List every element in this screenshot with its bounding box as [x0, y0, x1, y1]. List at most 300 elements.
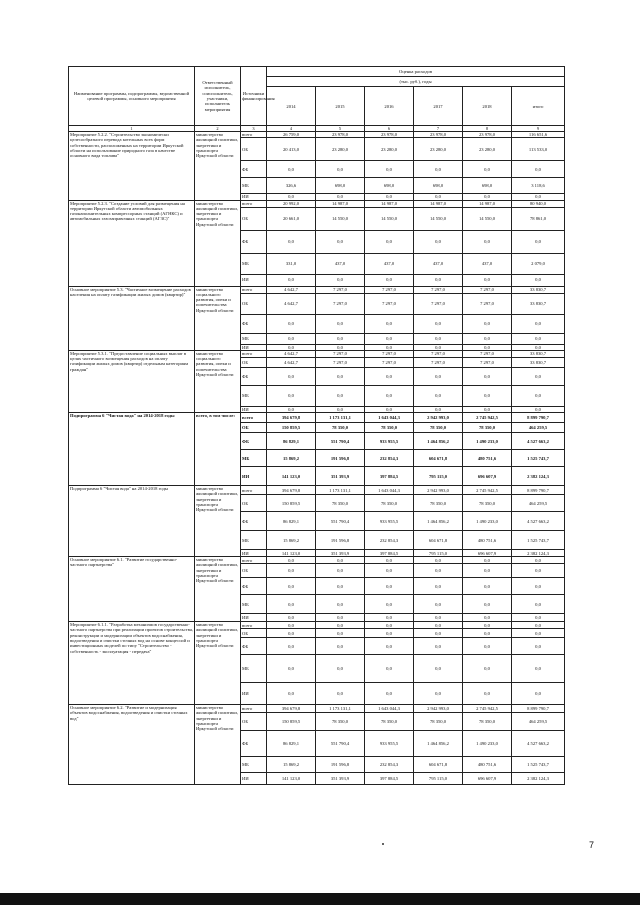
value-cell: 150 859,5	[267, 423, 316, 433]
value-cell: 0,0	[414, 406, 463, 412]
value-cell: 0,0	[365, 564, 414, 578]
value-cell: 0,0	[463, 314, 512, 333]
table-row	[69, 286, 565, 293]
funding-source-cell: МБ	[241, 253, 267, 274]
funding-source-cell: всего	[241, 705, 267, 713]
value-cell: 0,0	[463, 564, 512, 578]
value-cell: 0,0	[267, 314, 316, 333]
value-cell: 1 490 233,0	[463, 731, 512, 757]
document-sheet	[68, 66, 564, 785]
value-cell: 0,0	[414, 161, 463, 178]
value-cell: 78 350,0	[414, 423, 463, 433]
value-cell: 0,0	[267, 194, 316, 200]
value-cell: 1 173 131,1	[316, 705, 365, 713]
header-units: (тыс. руб.), годы	[267, 77, 565, 87]
value-cell: 7 297,0	[463, 293, 512, 314]
value-cell: 4 642,7	[267, 357, 316, 367]
table-row	[69, 486, 565, 495]
value-cell: 326,6	[267, 178, 316, 194]
executor-cell: министерство жилищной политики, энергетики и транспорта Иркутской области	[195, 557, 241, 622]
value-cell: 0,0	[414, 622, 463, 629]
value-cell: 0,0	[414, 557, 463, 564]
value-cell: 0,0	[463, 367, 512, 385]
value-cell: 933 955,5	[365, 512, 414, 531]
value-cell: 0,0	[414, 194, 463, 200]
value-cell: 0,0	[463, 629, 512, 638]
value-cell: 394 679,8	[267, 705, 316, 713]
value-cell: 141 123,0	[267, 550, 316, 557]
value-cell: 0,0	[365, 333, 414, 344]
value-cell: 933 955,5	[365, 731, 414, 757]
value-cell: 0,0	[365, 161, 414, 178]
value-cell: 437,0	[316, 253, 365, 274]
value-cell: 4 527 663,2	[512, 433, 565, 450]
value-cell: 437,0	[463, 253, 512, 274]
value-cell: 191 596,8	[316, 531, 365, 550]
table-row	[69, 350, 565, 357]
value-cell: 0,0	[512, 161, 565, 178]
value-cell: 0,0	[414, 614, 463, 622]
table-row	[69, 413, 565, 423]
value-cell: 78 350,0	[414, 713, 463, 731]
value-cell: 0,0	[365, 344, 414, 350]
value-cell: 8 899 790,7	[512, 413, 565, 423]
value-cell: 0,0	[267, 564, 316, 578]
value-cell: 0,0	[316, 595, 365, 614]
funding-source-cell: всего	[241, 413, 267, 423]
value-cell: 0,0	[267, 595, 316, 614]
value-cell: 14 987,0	[316, 200, 365, 207]
value-cell: 397 884,5	[365, 773, 414, 785]
value-cell: 0,0	[463, 638, 512, 655]
value-cell: 0,0	[365, 557, 414, 564]
scan-speck	[382, 843, 384, 845]
value-cell: 2 745 942,5	[463, 486, 512, 495]
funding-source-cell: МБ	[241, 333, 267, 344]
value-cell: 78 350,0	[316, 495, 365, 512]
value-cell: 7 297,0	[414, 293, 463, 314]
value-cell: 0,0	[463, 622, 512, 629]
program-name-cell: Основное мероприятие 5.3. "Частичное возмещение расходов населения на оплату газификации жилых домов (квартир)"	[69, 286, 195, 350]
value-cell: 604 671,8	[414, 450, 463, 467]
value-cell: 0,0	[512, 655, 565, 683]
program-name-cell: Подпрограмма 6 "Чистая вода" на 2014-2018 годы	[69, 486, 195, 557]
value-cell: 331,0	[267, 253, 316, 274]
value-cell: 604 671,8	[414, 531, 463, 550]
value-cell: 78 350,0	[316, 713, 365, 731]
funding-source-cell: МБ	[241, 595, 267, 614]
funding-source-cell: ОБ	[241, 293, 267, 314]
value-cell: 0,0	[316, 557, 365, 564]
executor-cell: министерство жилищной политики, энергетики и транспорта Иркутской области	[195, 200, 241, 286]
value-cell: 86 829,1	[267, 512, 316, 531]
value-cell: 0,0	[463, 578, 512, 595]
value-cell: 1 464 856,2	[414, 731, 463, 757]
column-number: 5	[316, 126, 365, 132]
value-cell: 0,0	[365, 274, 414, 286]
value-cell: 4 527 663,2	[512, 731, 565, 757]
value-cell: 1 525 743,7	[512, 757, 565, 773]
value-cell: 0,0	[316, 194, 365, 200]
value-cell: 0,0	[267, 161, 316, 178]
header-executor: Ответственный исполнитель, соисполнитель, участники, исполнитель мероприятия	[195, 67, 241, 126]
value-cell: 551 790,4	[316, 731, 365, 757]
value-cell: 0,0	[463, 614, 512, 622]
value-cell: 0,0	[365, 367, 414, 385]
value-cell: 2 079,0	[512, 253, 565, 274]
value-cell: 698,0	[316, 178, 365, 194]
value-cell: 23 978,0	[463, 132, 512, 138]
value-cell: 0,0	[316, 564, 365, 578]
value-cell: 26 759,0	[267, 132, 316, 138]
value-cell: 0,0	[463, 655, 512, 683]
value-cell: 464 259,5	[512, 495, 565, 512]
executor-cell: министерство жилищной политики, энергетики и транспорта Иркутской области	[195, 132, 241, 201]
header-funding-source: Источники финансирования	[241, 67, 267, 126]
value-cell: 0,0	[512, 622, 565, 629]
program-name-cell: Мероприятие 5.2.3. "Создание условий для размещения на территории Иркутской области автомобильных газонаполнительных компрессорных станций (АГНКС) и автомобильных газозаправочных станций (АГЗС)"	[69, 200, 195, 286]
funding-source-cell: всего	[241, 286, 267, 293]
value-cell: 480 751,6	[463, 450, 512, 467]
funding-source-cell: ИИ	[241, 773, 267, 785]
value-cell: 795 115,0	[414, 550, 463, 557]
value-cell: 0,0	[512, 406, 565, 412]
executor-cell: министерство социального развития, опеки и попечительства Иркутской области	[195, 350, 241, 412]
header-year: 2015	[316, 87, 365, 126]
value-cell: 0,0	[512, 333, 565, 344]
funding-source-cell: ОБ	[241, 138, 267, 161]
value-cell: 2 382 124,3	[512, 550, 565, 557]
column-number: 6	[365, 126, 414, 132]
value-cell: 0,0	[512, 557, 565, 564]
value-cell: 604 671,8	[414, 757, 463, 773]
value-cell: 0,0	[414, 564, 463, 578]
value-cell: 1 464 856,2	[414, 433, 463, 450]
value-cell: 0,0	[512, 274, 565, 286]
funding-source-cell: всего	[241, 132, 267, 138]
value-cell: 0,0	[512, 638, 565, 655]
value-cell: 78 350,0	[365, 713, 414, 731]
value-cell: 351 393,9	[316, 773, 365, 785]
value-cell: 0,0	[267, 333, 316, 344]
value-cell: 14 550,0	[463, 207, 512, 230]
program-name-cell: Подпрограмма 6 "Чистая вода" на 2014-2018 годы	[69, 413, 195, 486]
value-cell: 14 550,0	[365, 207, 414, 230]
value-cell: 78 350,0	[365, 423, 414, 433]
value-cell: 78 350,0	[463, 713, 512, 731]
value-cell: 7 297,0	[414, 286, 463, 293]
header-year: итого	[512, 87, 565, 126]
value-cell: 0,0	[512, 578, 565, 595]
funding-source-cell: ФБ	[241, 314, 267, 333]
value-cell: 14 550,0	[316, 207, 365, 230]
value-cell: 696 607,9	[463, 467, 512, 486]
value-cell: 0,0	[512, 595, 565, 614]
value-cell: 33 830,7	[512, 350, 565, 357]
value-cell: 0,0	[414, 367, 463, 385]
header-year: 2016	[365, 87, 414, 126]
table-row	[69, 557, 565, 564]
value-cell: 0,0	[414, 578, 463, 595]
value-cell: 0,0	[463, 406, 512, 412]
value-cell: 0,0	[316, 406, 365, 412]
value-cell: 232 854,3	[365, 450, 414, 467]
value-cell: 0,0	[365, 595, 414, 614]
executor-cell: министерство жилищной политики, энергетики и транспорта Иркутской области	[195, 486, 241, 557]
value-cell: 0,0	[512, 230, 565, 253]
funding-source-cell: ОБ	[241, 564, 267, 578]
program-name-cell: Основное мероприятие 6.2. "Развитие и модернизация объектов водоснабжения, водоотведения и очистки сточных вод"	[69, 705, 195, 785]
funding-source-cell: ФБ	[241, 230, 267, 253]
funding-source-cell: МБ	[241, 385, 267, 406]
value-cell: 0,0	[463, 194, 512, 200]
value-cell: 23 978,0	[414, 132, 463, 138]
value-cell: 7 297,0	[316, 293, 365, 314]
value-cell: 0,0	[316, 629, 365, 638]
program-name-cell: Мероприятие 5.3.1. "Предоставление социальных выплат в целях частичного возмещения расходов на оплату газификации жилых домов (квартир) отдельным категориям граждан"	[69, 350, 195, 412]
value-cell: 0,0	[463, 595, 512, 614]
value-cell: 795 115,0	[414, 773, 463, 785]
executor-cell: всего, в том числе:	[195, 413, 241, 486]
value-cell: 0,0	[316, 333, 365, 344]
funding-source-cell: ИИ	[241, 406, 267, 412]
funding-source-cell: всего	[241, 557, 267, 564]
funding-source-cell: ОБ	[241, 495, 267, 512]
value-cell: 0,0	[316, 344, 365, 350]
funding-source-cell: МБ	[241, 655, 267, 683]
value-cell: 0,0	[365, 406, 414, 412]
column-number: 1	[69, 126, 195, 132]
value-cell: 0,0	[512, 683, 565, 705]
executor-cell: министерство социального развития, опеки и попечительства Иркутской области	[195, 286, 241, 350]
value-cell: 23 280,0	[414, 138, 463, 161]
value-cell: 113 533,0	[512, 138, 565, 161]
value-cell: 0,0	[512, 194, 565, 200]
value-cell: 0,0	[267, 344, 316, 350]
value-cell: 397 884,5	[365, 467, 414, 486]
table-row	[69, 705, 565, 713]
value-cell: 0,0	[267, 655, 316, 683]
value-cell: 191 596,8	[316, 450, 365, 467]
column-number: 4	[267, 126, 316, 132]
value-cell: 0,0	[463, 274, 512, 286]
value-cell: 397 884,5	[365, 550, 414, 557]
value-cell: 698,0	[414, 178, 463, 194]
value-cell: 7 297,0	[365, 286, 414, 293]
value-cell: 7 297,0	[316, 357, 365, 367]
funding-source-cell: ИИ	[241, 683, 267, 705]
value-cell: 116 651,6	[512, 132, 565, 138]
value-cell: 20 413,0	[267, 138, 316, 161]
value-cell: 0,0	[512, 385, 565, 406]
value-cell: 20 661,0	[267, 207, 316, 230]
value-cell: 0,0	[316, 655, 365, 683]
budget-table	[68, 66, 565, 785]
value-cell: 20 992,0	[267, 200, 316, 207]
value-cell: 78 350,0	[414, 495, 463, 512]
value-cell: 696 607,9	[463, 773, 512, 785]
value-cell: 0,0	[512, 629, 565, 638]
program-name-cell: Мероприятие 5.2.2. "Строительство экономически целесообразного перевода котельных всех форм собственности, расположенных на территории Иркутской области на использование природного газа в качестве основного вида топлива"	[69, 132, 195, 201]
value-cell: 7 297,0	[463, 350, 512, 357]
funding-source-cell: ФБ	[241, 367, 267, 385]
value-cell: 0,0	[316, 385, 365, 406]
value-cell: 0,0	[463, 344, 512, 350]
value-cell: 0,0	[512, 367, 565, 385]
header-year: 2017	[414, 87, 463, 126]
value-cell: 2 745 942,5	[463, 413, 512, 423]
value-cell: 0,0	[414, 638, 463, 655]
value-cell: 23 280,0	[316, 138, 365, 161]
value-cell: 141 123,0	[267, 467, 316, 486]
value-cell: 2 382 124,3	[512, 773, 565, 785]
value-cell: 8 899 790,7	[512, 486, 565, 495]
program-name-cell: Основное мероприятие 6.1. "Развитие государственно-частного партнерства"	[69, 557, 195, 622]
value-cell: 141 123,0	[267, 773, 316, 785]
column-number: 2	[195, 126, 241, 132]
funding-source-cell: МБ	[241, 531, 267, 550]
value-cell: 0,0	[512, 314, 565, 333]
value-cell: 351 393,9	[316, 467, 365, 486]
value-cell: 78 350,0	[463, 423, 512, 433]
value-cell: 0,0	[267, 406, 316, 412]
value-cell: 33 830,7	[512, 286, 565, 293]
value-cell: 0,0	[267, 385, 316, 406]
funding-source-cell: МБ	[241, 450, 267, 467]
funding-source-cell: всего	[241, 486, 267, 495]
value-cell: 0,0	[267, 557, 316, 564]
funding-source-cell: ФБ	[241, 731, 267, 757]
value-cell: 0,0	[316, 367, 365, 385]
value-cell: 15 869,2	[267, 757, 316, 773]
value-cell: 7 297,0	[365, 293, 414, 314]
value-cell: 0,0	[414, 385, 463, 406]
value-cell: 1 173 131,1	[316, 486, 365, 495]
value-cell: 1 173 131,1	[316, 413, 365, 423]
value-cell: 78 350,0	[365, 495, 414, 512]
column-number: 3	[241, 126, 267, 132]
value-cell: 0,0	[316, 614, 365, 622]
value-cell: 1 643 044,3	[365, 413, 414, 423]
value-cell: 0,0	[267, 629, 316, 638]
funding-source-cell: всего	[241, 622, 267, 629]
value-cell: 78 861,0	[512, 207, 565, 230]
value-cell: 0,0	[365, 655, 414, 683]
funding-source-cell: ОБ	[241, 629, 267, 638]
value-cell: 0,0	[414, 230, 463, 253]
funding-source-cell: ИИ	[241, 467, 267, 486]
value-cell: 2 942 993,0	[414, 486, 463, 495]
value-cell: 7 297,0	[414, 350, 463, 357]
value-cell: 191 596,8	[316, 757, 365, 773]
value-cell: 33 830,7	[512, 293, 565, 314]
value-cell: 14 987,0	[463, 200, 512, 207]
value-cell: 464 259,5	[512, 423, 565, 433]
funding-source-cell: ОБ	[241, 713, 267, 731]
value-cell: 0,0	[463, 333, 512, 344]
value-cell: 0,0	[365, 314, 414, 333]
value-cell: 0,0	[414, 333, 463, 344]
funding-source-cell: всего	[241, 350, 267, 357]
value-cell: 0,0	[267, 683, 316, 705]
value-cell: 7 297,0	[316, 350, 365, 357]
value-cell: 23 280,0	[463, 138, 512, 161]
funding-source-cell: ФБ	[241, 512, 267, 531]
value-cell: 15 869,2	[267, 531, 316, 550]
value-cell: 0,0	[365, 230, 414, 253]
value-cell: 232 854,3	[365, 531, 414, 550]
value-cell: 795 115,0	[414, 467, 463, 486]
value-cell: 8 899 790,7	[512, 705, 565, 713]
value-cell: 0,0	[414, 595, 463, 614]
value-cell: 7 297,0	[463, 357, 512, 367]
value-cell: 4 642,7	[267, 350, 316, 357]
value-cell: 0,0	[414, 655, 463, 683]
funding-source-cell: ФБ	[241, 433, 267, 450]
value-cell: 7 297,0	[463, 286, 512, 293]
value-cell: 0,0	[414, 683, 463, 705]
value-cell: 7 297,0	[365, 357, 414, 367]
value-cell: 0,0	[316, 274, 365, 286]
funding-source-cell: всего	[241, 200, 267, 207]
value-cell: 0,0	[316, 314, 365, 333]
value-cell: 0,0	[316, 638, 365, 655]
value-cell: 1 490 233,0	[463, 433, 512, 450]
header-year: 2018	[463, 87, 512, 126]
value-cell: 0,0	[365, 683, 414, 705]
value-cell: 0,0	[512, 344, 565, 350]
page-number: 7	[589, 840, 595, 850]
scan-border	[0, 893, 640, 905]
value-cell: 3 118,6	[512, 178, 565, 194]
value-cell: 4 642,7	[267, 286, 316, 293]
value-cell: 933 955,5	[365, 433, 414, 450]
value-cell: 4 527 663,2	[512, 512, 565, 531]
value-cell: 698,0	[463, 178, 512, 194]
value-cell: 0,0	[414, 629, 463, 638]
value-cell: 78 350,0	[316, 423, 365, 433]
value-cell: 0,0	[365, 622, 414, 629]
value-cell: 0,0	[267, 367, 316, 385]
value-cell: 7 297,0	[316, 286, 365, 293]
executor-cell: министерство жилищной политики, энергетики и транспорта Иркутской области	[195, 622, 241, 705]
value-cell: 150 859,5	[267, 713, 316, 731]
value-cell: 480 751,6	[463, 531, 512, 550]
value-cell: 1 464 856,2	[414, 512, 463, 531]
funding-source-cell: ИИ	[241, 274, 267, 286]
value-cell: 551 790,4	[316, 512, 365, 531]
value-cell: 4 642,7	[267, 293, 316, 314]
value-cell: 1 643 044,3	[365, 705, 414, 713]
value-cell: 0,0	[414, 344, 463, 350]
value-cell: 86 829,1	[267, 433, 316, 450]
funding-source-cell: МБ	[241, 757, 267, 773]
value-cell: 0,0	[512, 564, 565, 578]
value-cell: 14 987,0	[414, 200, 463, 207]
value-cell: 0,0	[463, 161, 512, 178]
value-cell: 1 490 233,0	[463, 512, 512, 531]
funding-source-cell: ОБ	[241, 207, 267, 230]
funding-source-cell: ОБ	[241, 357, 267, 367]
value-cell: 0,0	[365, 578, 414, 595]
value-cell: 232 854,3	[365, 757, 414, 773]
value-cell: 0,0	[267, 230, 316, 253]
value-cell: 23 280,0	[365, 138, 414, 161]
value-cell: 0,0	[316, 230, 365, 253]
value-cell: 78 350,0	[463, 495, 512, 512]
value-cell: 1 525 743,7	[512, 450, 565, 467]
value-cell: 0,0	[512, 614, 565, 622]
